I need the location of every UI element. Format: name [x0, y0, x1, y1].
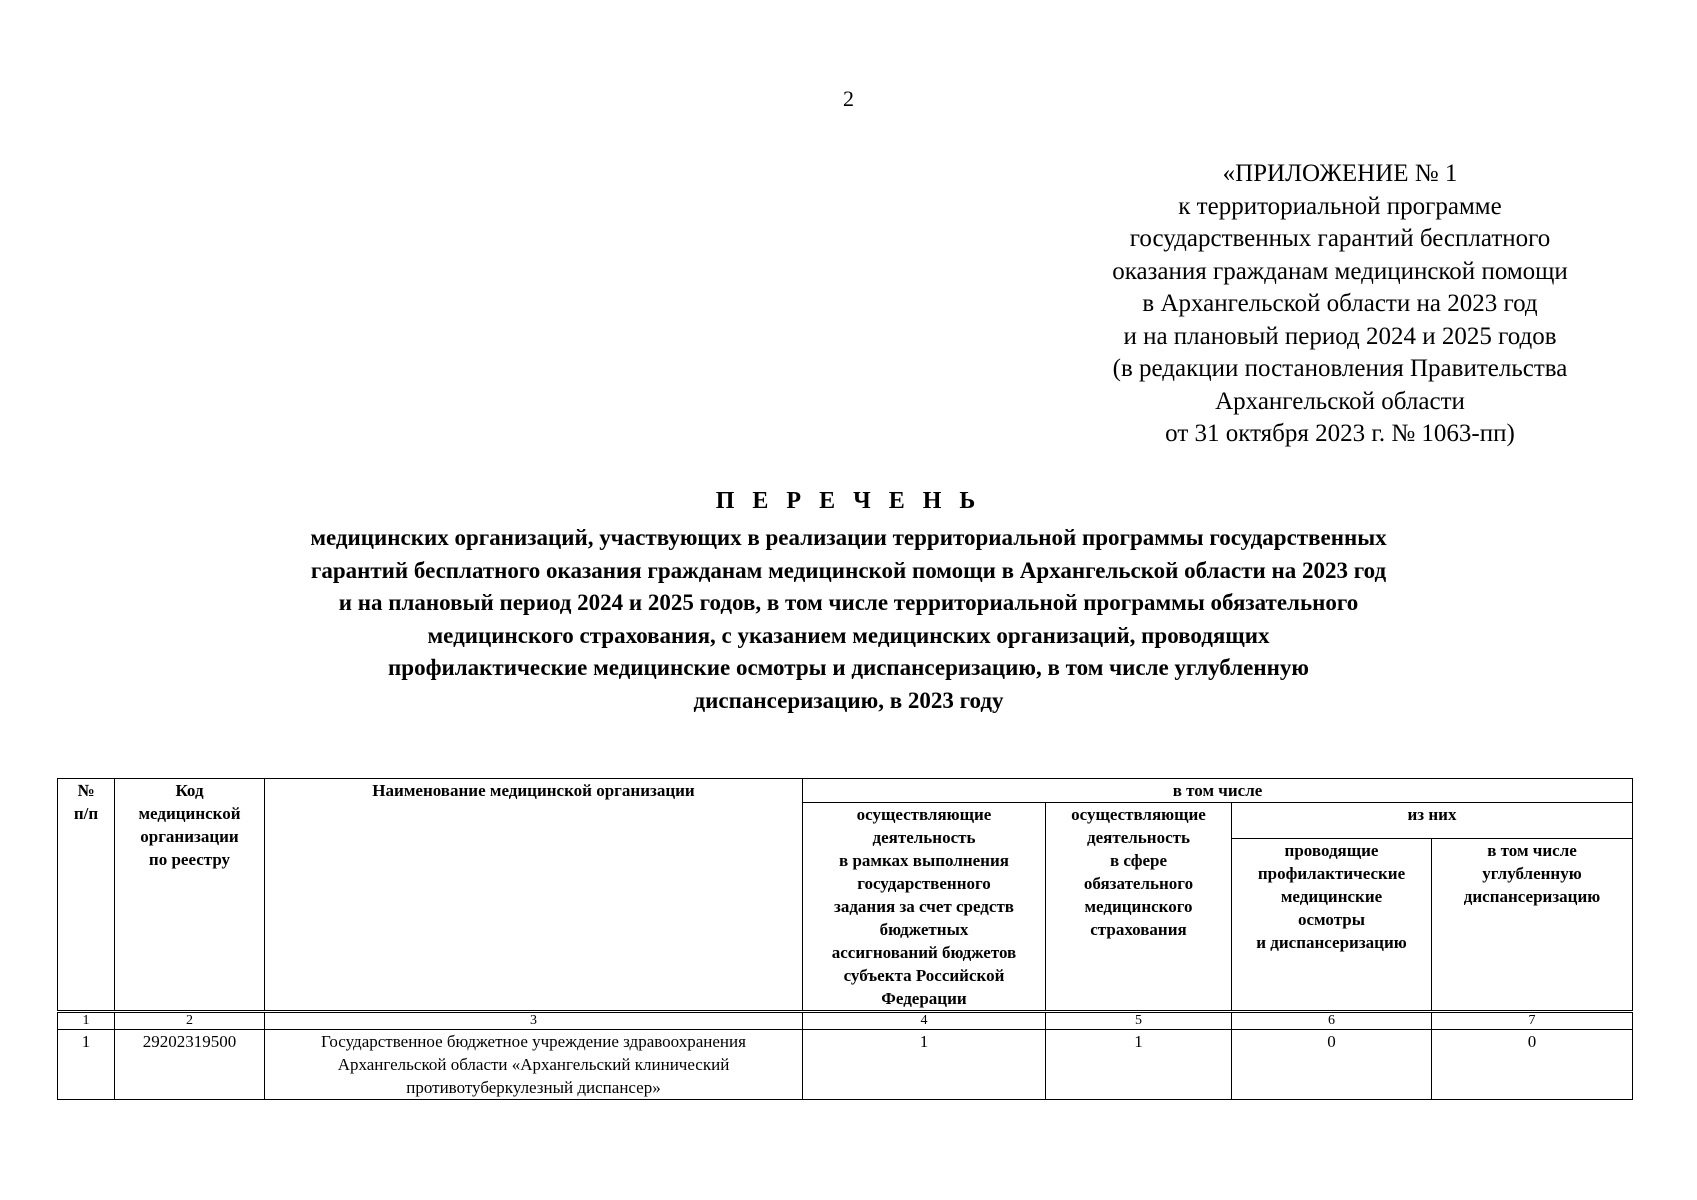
- cell-code: 29202319500: [115, 1030, 265, 1100]
- header-of-them: из них: [1232, 803, 1633, 839]
- subtitle-line: диспансеризацию, в 2023 году: [693, 687, 1004, 713]
- table-row: [58, 1030, 1633, 1100]
- appendix-line: к территориальной программе: [1178, 192, 1502, 220]
- cell-budget: 1: [803, 1030, 1046, 1100]
- appendix-line: «ПРИЛОЖЕНИЕ № 1: [1222, 160, 1458, 187]
- subtitle-line: медицинского страхования, с указанием медицинских организаций, проводящих: [427, 622, 1270, 648]
- cell-name: Государственное бюджетное учреждение здравоохранения Архангельской области «Архангельский клинический противотуберкулезный диспансер»: [265, 1030, 803, 1100]
- column-number: 5: [1046, 1012, 1232, 1030]
- column-number: 4: [803, 1012, 1046, 1030]
- appendix-line: Архангельской области: [1215, 387, 1465, 415]
- organizations-table: [57, 778, 1633, 1100]
- subtitle-line: и на плановый период 2024 и 2025 годов, в том числе территориальной программы обязательного: [338, 590, 1359, 615]
- header-prof: проводящие профилактические медицинские осмотры и диспансеризацию: [1232, 838, 1432, 1011]
- header-deep: в том числе углубленную диспансеризацию: [1432, 838, 1633, 1011]
- subtitle-line: гарантий бесплатного оказания гражданам медицинской помощи в Архангельской области на 2023 год: [310, 557, 1387, 583]
- column-number: 2: [115, 1012, 265, 1030]
- cell-oms: 1: [1046, 1030, 1232, 1100]
- appendix-line: (в редакции постановления Правительства: [1112, 355, 1568, 382]
- column-number: 3: [265, 1012, 803, 1030]
- header-row: [58, 779, 1633, 803]
- column-numbers-row: [58, 1012, 1633, 1030]
- header-code: Код медицинской организации по реестру: [115, 779, 265, 1012]
- header-oms: осуществляющие деятельность в сфере обязательного медицинского страхования: [1046, 803, 1232, 1012]
- header-budget: осуществляющие деятельность в рамках выполнения государственного задания за счет средств бюджетных ассигнований бюджетов субъекта Российской Федерации: [803, 803, 1046, 1012]
- cell-num: 1: [58, 1030, 115, 1100]
- subtitle-line: медицинских организаций, участвующих в реализации территориальной программы государственных: [310, 525, 1387, 550]
- appendix-line: государственных гарантий бесплатного: [1129, 225, 1551, 252]
- column-number: 7: [1432, 1012, 1633, 1030]
- cell-prof: 0: [1232, 1030, 1432, 1100]
- document-subtitle: [0, 522, 1697, 717]
- header-num: № п/п: [58, 779, 115, 1012]
- header-including: в том числе: [803, 779, 1633, 803]
- cell-deep: 0: [1432, 1030, 1633, 1100]
- appendix-line: и на плановый период 2024 и 2025 годов: [1123, 322, 1557, 350]
- appendix-line: в Архангельской области на 2023 год: [1142, 290, 1538, 317]
- document-title: П Е Р Е Ч Е Н Ь: [715, 488, 982, 514]
- appendix-header: [1080, 158, 1600, 451]
- column-number: 1: [58, 1012, 115, 1030]
- appendix-line: оказания гражданам медицинской помощи: [1112, 257, 1568, 285]
- page-number: 2: [843, 86, 854, 111]
- header-name: Наименование медицинской организации: [265, 779, 803, 1012]
- appendix-line: от 31 октября 2023 г. № 1063-пп): [1165, 420, 1515, 447]
- subtitle-line: профилактические медицинские осмотры и диспансеризацию, в том числе углубленную: [388, 655, 1309, 680]
- column-number: 6: [1232, 1012, 1432, 1030]
